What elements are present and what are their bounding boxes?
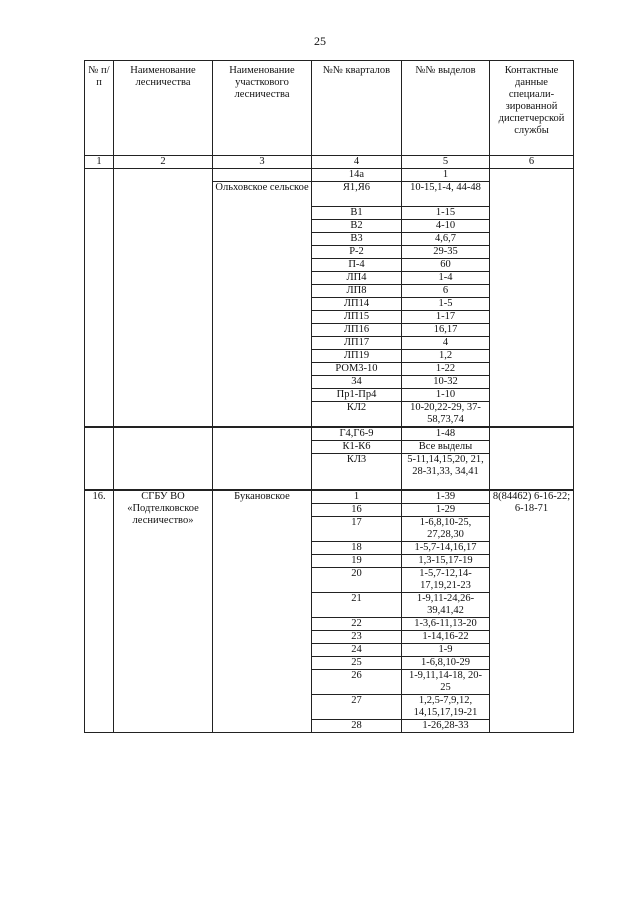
allotment-cell: Все выделы <box>402 441 490 454</box>
header-num: № п/п <box>85 61 114 156</box>
allotment-cell: 6 <box>402 285 490 298</box>
contact-cell <box>490 427 574 490</box>
allotment-cell: 1-17 <box>402 311 490 324</box>
allotment-cell: 1-5 <box>402 298 490 311</box>
quarter-cell: 19 <box>312 554 402 567</box>
quarter-cell: 17 <box>312 516 402 541</box>
quarter-cell: ЛП19 <box>312 350 402 363</box>
quarter-cell: В3 <box>312 233 402 246</box>
forestry-cell: СГБУ ВО «Подтелковское лесничество» <box>114 490 213 733</box>
quarter-cell: Пр1-Пр4 <box>312 389 402 402</box>
header-forestry: Наименование лесничества <box>114 61 213 156</box>
quarter-cell: К1-К6 <box>312 441 402 454</box>
allotment-cell: 1-5,7-12,14-17,19,21-23 <box>402 567 490 592</box>
allotment-cell: 10-20,22-29, 37-58,73,74 <box>402 402 490 428</box>
quarter-cell: КЛ2 <box>312 402 402 428</box>
quarter-cell: ЛП17 <box>312 337 402 350</box>
col-number: 2 <box>114 156 213 169</box>
header-contacts: Контактные данные специали-зированной диспетчерской службы <box>490 61 574 156</box>
quarter-cell: 20 <box>312 567 402 592</box>
allotment-cell: 1,3-15,17-19 <box>402 554 490 567</box>
contact-cell <box>490 169 574 428</box>
quarter-cell: В2 <box>312 220 402 233</box>
quarter-cell: П-4 <box>312 259 402 272</box>
table-row <box>85 490 574 504</box>
quarter-cell: 22 <box>312 617 402 630</box>
header-quarters: №№ кварталов <box>312 61 402 156</box>
district-cell <box>213 427 312 490</box>
allotment-cell: 1-6,8,10-25, 27,28,30 <box>402 516 490 541</box>
col-number: 4 <box>312 156 402 169</box>
allotment-cell: 1-4 <box>402 272 490 285</box>
allotment-cell: 4 <box>402 337 490 350</box>
quarter-cell: Г4,Г6-9 <box>312 427 402 441</box>
district-cell: Букановское <box>213 490 312 733</box>
quarter-cell: Р-2 <box>312 246 402 259</box>
quarter-cell: 16 <box>312 503 402 516</box>
quarter-cell: 27 <box>312 694 402 719</box>
allotment-cell: 5-11,14,15,20, 21, 28-31,33, 34,41 <box>402 454 490 490</box>
row-num-cell <box>85 169 114 428</box>
allotment-cell: 1-3,6-11,13-20 <box>402 617 490 630</box>
quarter-cell: ЛП14 <box>312 298 402 311</box>
allotment-cell: 1,2,5-7,9,12, 14,15,17,19-21 <box>402 694 490 719</box>
quarter-cell: 24 <box>312 643 402 656</box>
quarter-cell: ЛП16 <box>312 324 402 337</box>
column-numbers-row <box>85 156 574 169</box>
allotment-cell: 1-26,28-33 <box>402 719 490 732</box>
allotment-cell: 1-39 <box>402 490 490 504</box>
quarter-cell: 28 <box>312 719 402 732</box>
allotment-cell: 16,17 <box>402 324 490 337</box>
header-district: Наименование участкового лесничества <box>213 61 312 156</box>
quarter-cell: 26 <box>312 669 402 694</box>
allotment-cell: 10-32 <box>402 376 490 389</box>
allotment-cell: 1-48 <box>402 427 490 441</box>
quarter-cell: 21 <box>312 592 402 617</box>
col-number: 5 <box>402 156 490 169</box>
table-row <box>85 427 574 441</box>
allotment-cell: 1-10 <box>402 389 490 402</box>
row-num-cell <box>85 427 114 490</box>
quarter-cell: 14а <box>312 169 402 182</box>
row-num-cell: 16. <box>85 490 114 733</box>
allotment-cell: 1-9,11-24,26-39,41,42 <box>402 592 490 617</box>
quarter-cell: ЛП4 <box>312 272 402 285</box>
quarter-cell: 23 <box>312 630 402 643</box>
allotment-cell: 4-10 <box>402 220 490 233</box>
allotment-cell: 1-15 <box>402 207 490 220</box>
header-row <box>85 61 574 156</box>
col-number: 1 <box>85 156 114 169</box>
header-allotments: №№ выделов <box>402 61 490 156</box>
allotment-cell: 10-15,1-4, 44-48 <box>402 182 490 207</box>
allotment-cell: 4,6,7 <box>402 233 490 246</box>
allotment-cell: 1-9 <box>402 643 490 656</box>
district-cell: Ольховское сельское <box>213 182 312 428</box>
forestry-cell <box>114 427 213 490</box>
allotment-cell: 1-29 <box>402 503 490 516</box>
allotment-cell: 1-6,8,10-29 <box>402 656 490 669</box>
allotment-cell: 1-14,16-22 <box>402 630 490 643</box>
allotment-cell: 1-5,7-14,16,17 <box>402 541 490 554</box>
quarter-cell: РОМ3-10 <box>312 363 402 376</box>
col-number: 3 <box>213 156 312 169</box>
page-number: 25 <box>314 34 326 48</box>
forestry-table <box>84 60 574 733</box>
col-number: 6 <box>490 156 574 169</box>
allotment-cell: 29-35 <box>402 246 490 259</box>
quarter-cell: ЛП8 <box>312 285 402 298</box>
allotment-cell: 1 <box>402 169 490 182</box>
allotment-cell: 60 <box>402 259 490 272</box>
contact-cell: 8(84462) 6-16-22; 6-18-71 <box>490 490 574 733</box>
allotment-cell: 1,2 <box>402 350 490 363</box>
quarter-cell: Я1,Я6 <box>312 182 402 207</box>
quarter-cell: КЛ3 <box>312 454 402 490</box>
quarter-cell: В1 <box>312 207 402 220</box>
forestry-cell <box>114 169 213 428</box>
quarter-cell: ЛП15 <box>312 311 402 324</box>
table-row <box>85 169 574 182</box>
allotment-cell: 1-9,11,14-18, 20-25 <box>402 669 490 694</box>
quarter-cell: 18 <box>312 541 402 554</box>
quarter-cell: 25 <box>312 656 402 669</box>
quarter-cell: 34 <box>312 376 402 389</box>
quarter-cell: 1 <box>312 490 402 504</box>
allotment-cell: 1-22 <box>402 363 490 376</box>
district-cell <box>213 169 312 182</box>
